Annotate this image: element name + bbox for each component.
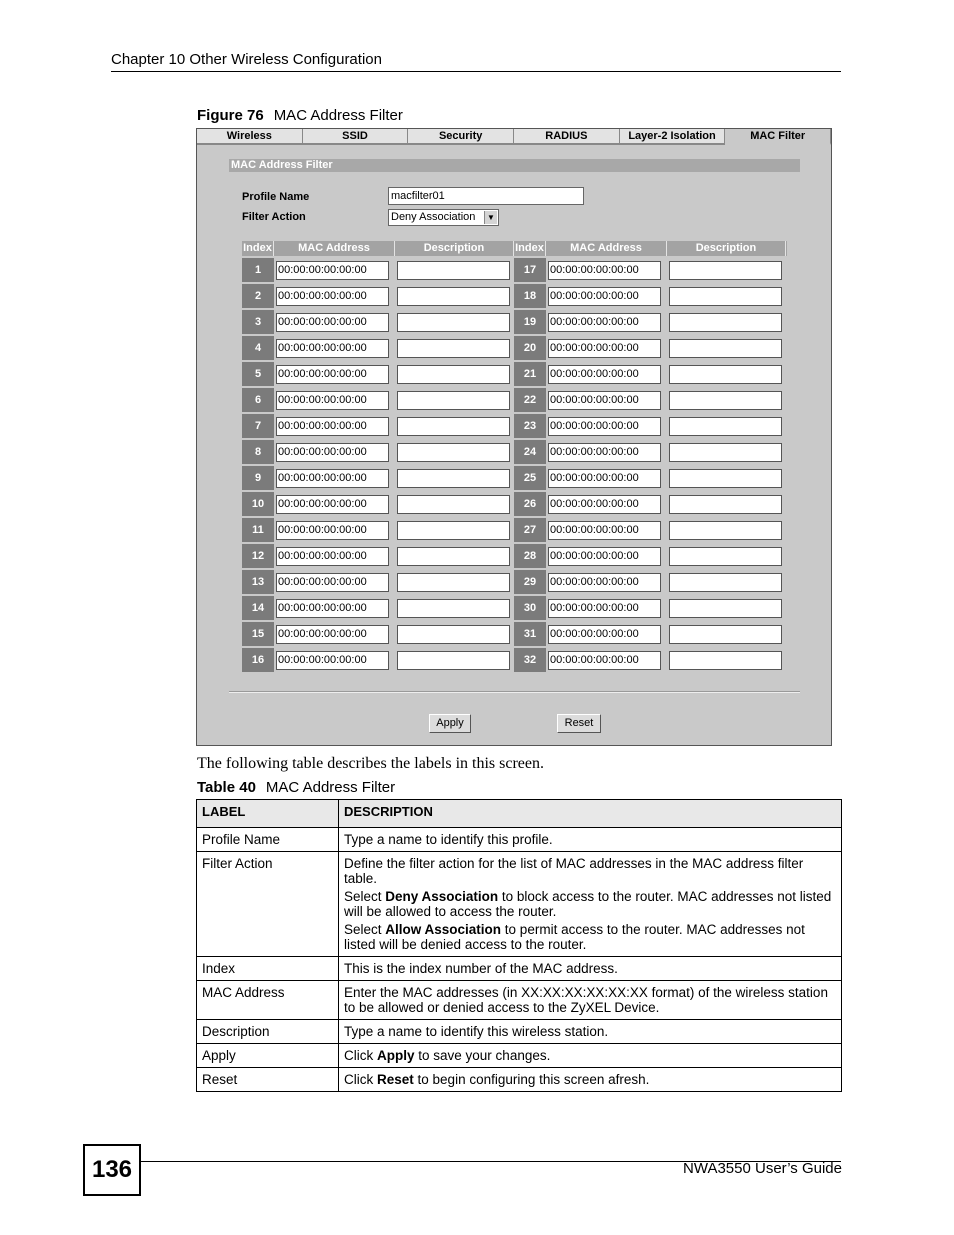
description-input[interactable] — [397, 651, 510, 670]
index-cell: 30 — [514, 596, 546, 620]
description-paragraph — [344, 1024, 836, 1039]
table-header-row — [197, 800, 842, 828]
description-input[interactable] — [669, 313, 782, 332]
label-cell: Reset — [197, 1068, 339, 1092]
description-input[interactable] — [397, 521, 510, 540]
description-paragraph — [344, 961, 836, 976]
description-text: This is the index number of the MAC address. — [344, 961, 618, 976]
description-input[interactable] — [669, 495, 782, 514]
index-cell: 29 — [514, 570, 546, 594]
mac-table-header — [242, 241, 787, 256]
description-input[interactable] — [669, 651, 782, 670]
table-row — [242, 544, 787, 568]
mac-address-input[interactable]: 00:00:00:00:00:00 — [548, 391, 661, 410]
description-cell — [395, 596, 514, 620]
index-cell: 19 — [514, 310, 546, 334]
intro-text: The following table describes the labels in this screen. — [197, 755, 545, 772]
description-cell — [339, 1020, 842, 1044]
table-title: MAC Address Filter — [265, 779, 396, 796]
mac-cell — [546, 362, 667, 386]
label-cell: Profile Name — [197, 828, 339, 852]
apply-button[interactable]: Apply — [429, 714, 471, 733]
mac-cell — [546, 284, 667, 308]
description-text: Type a name to identify this profile. — [344, 832, 553, 847]
table-row — [242, 336, 787, 360]
mac-cell — [274, 336, 395, 360]
index-cell: 15 — [242, 622, 274, 646]
table-body — [197, 828, 842, 1092]
tab-ssid[interactable]: SSID — [303, 129, 409, 145]
index-cell: 20 — [514, 336, 546, 360]
emphasis-text: Allow Association — [385, 922, 502, 937]
description-cell — [339, 1044, 842, 1068]
mac-address-input[interactable]: 00:00:00:00:00:00 — [548, 469, 661, 488]
mac-address-input[interactable]: 00:00:00:00:00:00 — [548, 365, 661, 384]
mac-address-input[interactable]: 00:00:00:00:00:00 — [548, 547, 661, 566]
mac-cell — [546, 570, 667, 594]
mac-cell — [546, 492, 667, 516]
mac-address-input[interactable]: 00:00:00:00:00:00 — [276, 365, 389, 384]
description-input[interactable] — [669, 521, 782, 540]
table-caption — [197, 779, 395, 796]
mac-address-input[interactable]: 00:00:00:00:00:00 — [548, 625, 661, 644]
index-cell: 12 — [242, 544, 274, 568]
mac-cell — [274, 622, 395, 646]
description-text: to permit access to the router. MAC addresses not listed will be denied access to the router. — [344, 922, 805, 952]
table-row — [197, 828, 842, 852]
index-cell: 16 — [242, 648, 274, 672]
description-paragraph — [344, 889, 836, 919]
description-cell — [667, 596, 786, 620]
description-paragraph — [344, 832, 836, 847]
header-description: DESCRIPTION — [339, 800, 842, 828]
mac-cell — [274, 544, 395, 568]
description-input[interactable] — [397, 495, 510, 514]
description-cell — [395, 544, 514, 568]
label-cell: Apply — [197, 1044, 339, 1068]
index-cell: 25 — [514, 466, 546, 490]
mac-cell — [274, 284, 395, 308]
mac-address-input[interactable]: 00:00:00:00:00:00 — [548, 313, 661, 332]
description-cell — [395, 284, 514, 308]
label-cell: MAC Address — [197, 981, 339, 1020]
index-cell: 14 — [242, 596, 274, 620]
table-row — [197, 1044, 842, 1068]
header-label: LABEL — [197, 800, 339, 828]
mac-cell — [546, 336, 667, 360]
description-input[interactable] — [669, 625, 782, 644]
description-cell — [667, 518, 786, 542]
table-row — [197, 1068, 842, 1092]
table-row — [242, 388, 787, 412]
index-cell: 24 — [514, 440, 546, 464]
column-header-index: Index — [242, 241, 274, 256]
table-row — [197, 1020, 842, 1044]
emphasis-text: Deny Association — [385, 889, 499, 904]
mac-address-input[interactable]: 00:00:00:00:00:00 — [548, 261, 661, 280]
description-input[interactable] — [669, 469, 782, 488]
mac-cell — [546, 310, 667, 334]
chevron-down-icon[interactable]: ▼ — [484, 211, 497, 224]
mac-cell — [546, 258, 667, 282]
mac-address-input[interactable]: 00:00:00:00:00:00 — [548, 495, 661, 514]
label-cell: Index — [197, 957, 339, 981]
description-cell — [667, 544, 786, 568]
mac-cell — [274, 492, 395, 516]
description-input[interactable] — [397, 365, 510, 384]
table-row — [242, 466, 787, 490]
description-input[interactable] — [669, 417, 782, 436]
mac-address-input[interactable]: 00:00:00:00:00:00 — [548, 599, 661, 618]
mac-address-input[interactable]: 00:00:00:00:00:00 — [548, 443, 661, 462]
description-cell — [667, 440, 786, 464]
index-cell: 6 — [242, 388, 274, 412]
description-cell — [339, 1068, 842, 1092]
index-cell: 18 — [514, 284, 546, 308]
mac-address-input[interactable]: 00:00:00:00:00:00 — [548, 521, 661, 540]
divider — [229, 691, 800, 693]
description-paragraph — [344, 1072, 836, 1087]
table-row — [242, 258, 787, 282]
description-input[interactable] — [397, 391, 510, 410]
description-text: Select — [344, 922, 386, 937]
description-cell — [667, 622, 786, 646]
mac-address-input[interactable]: 00:00:00:00:00:00 — [276, 443, 389, 462]
description-input[interactable] — [397, 339, 510, 358]
table-row — [242, 518, 787, 542]
mac-address-input[interactable]: 00:00:00:00:00:00 — [276, 261, 389, 280]
mac-address-input[interactable]: 00:00:00:00:00:00 — [276, 339, 389, 358]
tab-radius[interactable]: RADIUS — [514, 129, 620, 145]
mac-address-input[interactable]: 00:00:00:00:00:00 — [548, 573, 661, 592]
description-input[interactable] — [669, 547, 782, 566]
description-cell — [667, 414, 786, 438]
emphasis-text: Reset — [377, 1072, 414, 1087]
description-cell — [395, 466, 514, 490]
tab-security[interactable]: Security — [408, 129, 514, 145]
description-paragraph — [344, 922, 836, 952]
table-row — [242, 310, 787, 334]
index-cell: 9 — [242, 466, 274, 490]
mac-address-input[interactable]: 00:00:00:00:00:00 — [548, 651, 661, 670]
mac-address-input[interactable]: 00:00:00:00:00:00 — [276, 521, 389, 540]
index-cell: 2 — [242, 284, 274, 308]
mac-cell — [546, 440, 667, 464]
index-cell: 3 — [242, 310, 274, 334]
mac-address-table — [242, 241, 787, 672]
label-cell: Description — [197, 1020, 339, 1044]
filter-action-value: Deny Association — [391, 211, 476, 223]
description-text: to block access to the router. MAC addresses not listed will be allowed to access the router. — [344, 889, 832, 919]
mac-cell — [546, 622, 667, 646]
index-cell: 21 — [514, 362, 546, 386]
mac-cell — [274, 466, 395, 490]
description-input[interactable] — [397, 469, 510, 488]
index-cell: 8 — [242, 440, 274, 464]
tab-bar — [197, 129, 831, 145]
description-input[interactable] — [397, 313, 510, 332]
mac-cell — [274, 258, 395, 282]
mac-address-input[interactable]: 00:00:00:00:00:00 — [276, 625, 389, 644]
description-cell — [667, 466, 786, 490]
description-input[interactable] — [669, 365, 782, 384]
description-paragraph — [344, 856, 836, 886]
description-input[interactable] — [669, 599, 782, 618]
description-input[interactable] — [669, 573, 782, 592]
description-cell — [667, 648, 786, 672]
index-cell: 26 — [514, 492, 546, 516]
description-text: to save your changes. — [414, 1048, 551, 1063]
table-label: Table 40 — [197, 779, 256, 796]
mac-address-input[interactable]: 00:00:00:00:00:00 — [548, 339, 661, 358]
table-row — [242, 622, 787, 646]
table-row — [242, 440, 787, 464]
description-cell — [395, 518, 514, 542]
mac-cell — [274, 518, 395, 542]
mac-cell — [274, 414, 395, 438]
table-row — [242, 362, 787, 386]
description-input[interactable] — [397, 625, 510, 644]
mac-cell — [546, 466, 667, 490]
guide-name: NWA3550 User’s Guide — [683, 1160, 842, 1177]
description-input[interactable] — [397, 287, 510, 306]
description-cell — [395, 336, 514, 360]
label-cell: Filter Action — [197, 852, 339, 957]
table-row — [242, 414, 787, 438]
description-text: Type a name to identify this wireless station. — [344, 1024, 609, 1039]
description-cell — [395, 492, 514, 516]
description-input[interactable] — [669, 391, 782, 410]
description-input[interactable] — [669, 261, 782, 280]
description-text: Click — [344, 1048, 377, 1063]
column-header-index: Index — [514, 241, 546, 256]
index-cell: 11 — [242, 518, 274, 542]
profile-name-label: Profile Name — [242, 191, 310, 203]
description-cell — [667, 258, 786, 282]
column-header-description: Description — [395, 241, 514, 256]
description-cell — [395, 440, 514, 464]
mac-cell — [546, 596, 667, 620]
description-input[interactable] — [397, 417, 510, 436]
mac-filter-screen — [196, 128, 832, 746]
description-cell — [395, 622, 514, 646]
description-input[interactable] — [397, 443, 510, 462]
index-cell: 13 — [242, 570, 274, 594]
mac-address-input[interactable]: 00:00:00:00:00:00 — [276, 599, 389, 618]
mac-cell — [274, 440, 395, 464]
index-cell: 31 — [514, 622, 546, 646]
mac-cell — [274, 310, 395, 334]
table-row — [197, 852, 842, 957]
description-text: to begin configuring this screen afresh. — [413, 1072, 650, 1087]
mac-cell — [546, 414, 667, 438]
index-cell: 10 — [242, 492, 274, 516]
mac-cell — [274, 648, 395, 672]
table-row — [242, 570, 787, 594]
description-cell — [667, 362, 786, 386]
table-row — [242, 596, 787, 620]
mac-address-input[interactable]: 00:00:00:00:00:00 — [276, 469, 389, 488]
index-cell: 23 — [514, 414, 546, 438]
index-cell: 22 — [514, 388, 546, 412]
header-rule — [111, 71, 841, 72]
description-input[interactable] — [669, 443, 782, 462]
description-paragraph — [344, 1048, 836, 1063]
mac-address-input[interactable]: 00:00:00:00:00:00 — [548, 287, 661, 306]
mac-address-input[interactable]: 00:00:00:00:00:00 — [276, 547, 389, 566]
description-cell — [667, 388, 786, 412]
emphasis-text: Apply — [377, 1048, 415, 1063]
description-cell — [395, 310, 514, 334]
description-cell — [667, 492, 786, 516]
description-text: Select — [344, 889, 386, 904]
description-cell — [395, 362, 514, 386]
mac-cell — [274, 570, 395, 594]
mac-address-input[interactable]: 00:00:00:00:00:00 — [276, 495, 389, 514]
mac-cell — [546, 518, 667, 542]
description-cell — [667, 570, 786, 594]
index-cell: 5 — [242, 362, 274, 386]
filter-action-select[interactable] — [388, 209, 499, 226]
column-header-description: Description — [667, 241, 786, 256]
column-header-mac-address: MAC Address — [546, 241, 667, 256]
tab-mac-filter[interactable]: MAC Filter — [725, 129, 831, 145]
reset-button[interactable]: Reset — [557, 714, 601, 733]
description-cell — [395, 648, 514, 672]
description-input[interactable] — [397, 573, 510, 592]
mac-address-input[interactable]: 00:00:00:00:00:00 — [276, 391, 389, 410]
description-cell — [395, 258, 514, 282]
mac-address-input[interactable]: 00:00:00:00:00:00 — [276, 417, 389, 436]
index-cell: 32 — [514, 648, 546, 672]
table-row — [242, 648, 787, 672]
index-cell: 4 — [242, 336, 274, 360]
description-cell — [339, 852, 842, 957]
figure-label: Figure 76 — [197, 107, 264, 124]
description-paragraph — [344, 985, 836, 1015]
mac-table-body — [242, 258, 787, 672]
description-cell — [395, 388, 514, 412]
mac-address-input[interactable]: 00:00:00:00:00:00 — [276, 313, 389, 332]
mac-address-input[interactable]: 00:00:00:00:00:00 — [276, 287, 389, 306]
index-cell: 1 — [242, 258, 274, 282]
column-header-mac-address: MAC Address — [274, 241, 395, 256]
table-row — [197, 981, 842, 1020]
section-title: MAC Address Filter — [229, 159, 800, 172]
figure-caption — [197, 107, 403, 124]
mac-cell — [546, 544, 667, 568]
description-input[interactable] — [397, 547, 510, 566]
description-cell — [339, 981, 842, 1020]
description-cell — [667, 284, 786, 308]
description-text: Click — [344, 1072, 377, 1087]
chapter-header: Chapter 10 Other Wireless Configuration — [111, 51, 382, 68]
filter-action-label: Filter Action — [242, 211, 306, 223]
mac-address-input[interactable]: 00:00:00:00:00:00 — [276, 573, 389, 592]
description-input[interactable] — [397, 599, 510, 618]
description-cell — [395, 570, 514, 594]
profile-name-input[interactable]: macfilter01 — [388, 187, 584, 205]
description-input[interactable] — [669, 287, 782, 306]
mac-address-input[interactable]: 00:00:00:00:00:00 — [276, 651, 389, 670]
mac-cell — [546, 388, 667, 412]
description-cell — [339, 957, 842, 981]
index-cell: 28 — [514, 544, 546, 568]
mac-address-input[interactable]: 00:00:00:00:00:00 — [548, 417, 661, 436]
description-cell — [667, 310, 786, 334]
description-text: Define the filter action for the list of MAC addresses in the MAC address filter table. — [344, 856, 804, 886]
description-text: Enter the MAC addresses (in XX:XX:XX:XX:XX:XX format) of the wireless station to be allowed or denied access to the ZyXEL Device. — [344, 985, 828, 1015]
mac-cell — [546, 648, 667, 672]
description-input[interactable] — [669, 339, 782, 358]
table-row — [242, 284, 787, 308]
page-number: 136 — [83, 1144, 141, 1196]
mac-cell — [274, 596, 395, 620]
description-input[interactable] — [397, 261, 510, 280]
index-cell: 7 — [242, 414, 274, 438]
table-row — [242, 492, 787, 516]
label-description-table — [196, 799, 842, 1092]
description-cell — [395, 414, 514, 438]
index-cell: 17 — [514, 258, 546, 282]
figure-title: MAC Address Filter — [273, 107, 403, 124]
description-cell — [339, 828, 842, 852]
mac-cell — [274, 362, 395, 386]
index-cell: 27 — [514, 518, 546, 542]
tab-layer-2-isolation[interactable]: Layer-2 Isolation — [620, 129, 726, 145]
tab-wireless[interactable]: Wireless — [197, 129, 303, 145]
table-row — [197, 957, 842, 981]
mac-cell — [274, 388, 395, 412]
description-cell — [667, 336, 786, 360]
